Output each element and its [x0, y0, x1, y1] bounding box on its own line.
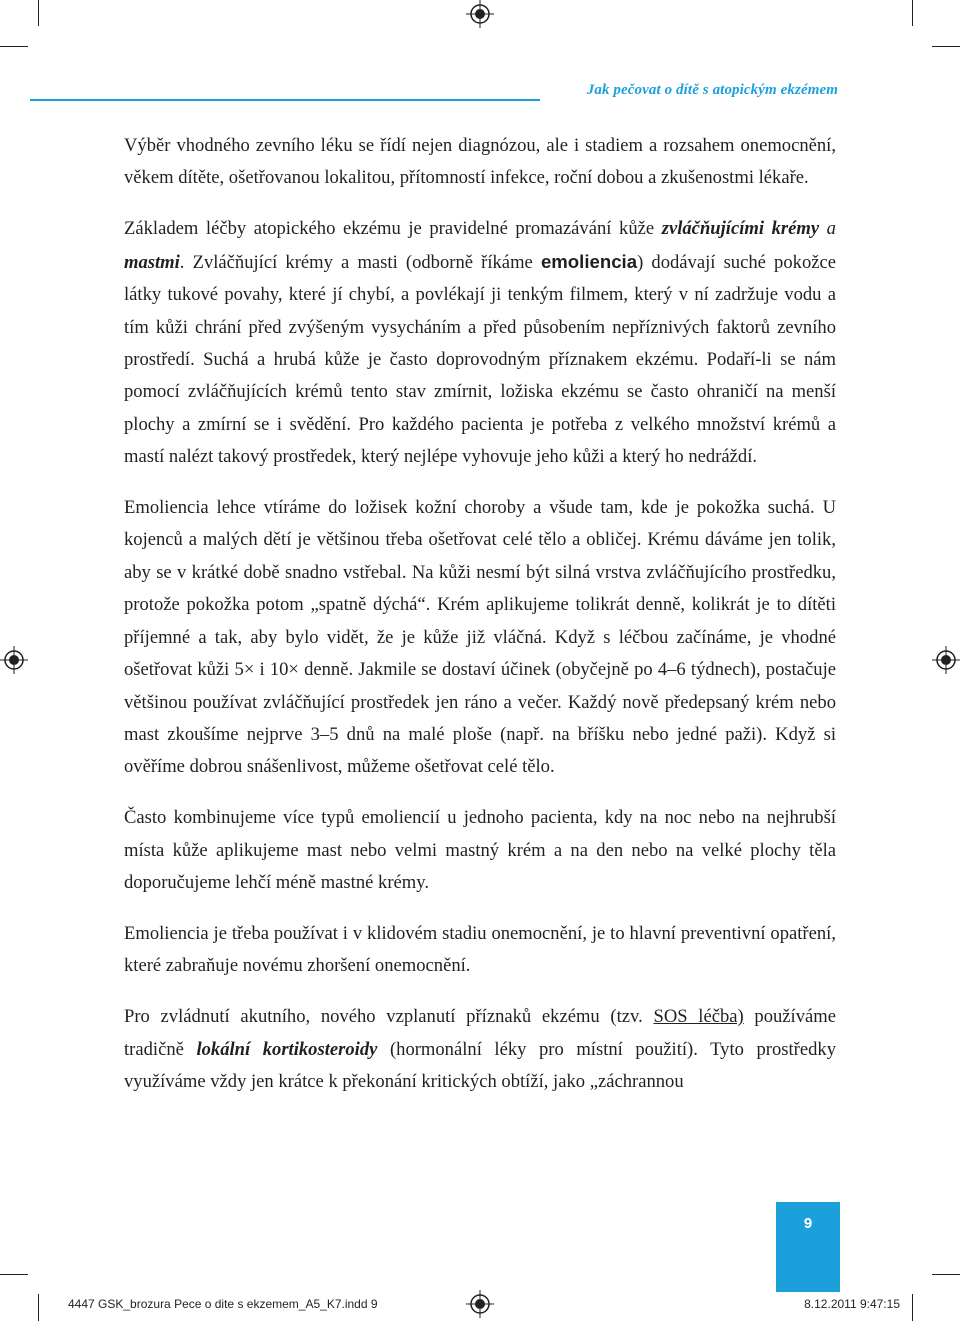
page-number-tab: [776, 1202, 840, 1292]
slug-date: 8.12.2011 9:47:15: [804, 1297, 900, 1311]
bold-term: emoliencia: [540, 250, 638, 272]
paragraph: Emoliencia lehce vtíráme do ložisek kožní choroby a všude tam, kde je pokožka suchá. U kojenců a malých dětí je většinou třeba ošetřovat celé tělo a obličej. Krému dáváme jen tolik, aby se v krátké době snadno vstřebal. Na kůži nesmí být silná vrstva zvláčňujícího prostředku, protože pokožka potom „spatně dýchá“. Krém aplikujeme tolikrát denně, kolikrát je to dítěti příjemné a tak, aby bylo vidět, že je kůže již vláčná. Když s léčbou začínáme, je vhodné ošetřovat kůži 5× i 10× denně. Jakmile se dostaví účinek (obyčejně po 4–6 týdnech), postačuje většinou používat zvláčňující prostředek jen ráno a večer. Každý nově předepsaný krém nebo mast zkoušíme nejprve 3–5 dnů na malé ploše (např. na bříšku nebo jedné paži). Když si ověříme dobrou snášenlivost, můžeme ošetřovat celé tělo.: [124, 497, 836, 778]
crop-mark: [0, 46, 28, 47]
registration-mark-icon: [932, 646, 960, 674]
running-header-title: Jak pečovat o dítě s atopickým ekzémem: [586, 82, 838, 98]
paragraph: [124, 213, 836, 473]
text-run: a: [819, 218, 836, 240]
crop-mark: [0, 1274, 28, 1275]
text-run: Pro zvládnutí akutního, nového vzplanutí příznaků ekzému (tzv.: [124, 1006, 654, 1028]
paragraph: [124, 1001, 836, 1098]
slug-filename: 4447 GSK_brozura Pece o dite s ekzemem_A5_K7.indd 9: [68, 1297, 378, 1311]
text-run: (hormonální léky pro místní použití). Tyto prostředky využíváme vždy jen krátce k překonání kritických obtíží, jako „záchrannou: [124, 1038, 836, 1093]
crop-mark: [932, 46, 960, 47]
emphasis: zvláčňujícími krémy: [661, 218, 820, 240]
crop-mark: [912, 1294, 913, 1321]
paragraph: Emoliencia je třeba používat i v klidovém stadiu onemocnění, je to hlavní preventivní opatření, které zabraňuje novému zhoršení onemocnění.: [124, 922, 836, 977]
paragraph: Často kombinujeme více typů emoliencií u jednoho pacienta, kdy na noc nebo na nejhrubší místa kůže aplikujeme mast nebo velmi mastný krém a na den nebo na velké plochy těla doporučujeme lehčí méně mastné krémy.: [124, 807, 836, 894]
crop-mark: [38, 1294, 39, 1321]
crop-mark: [932, 1274, 960, 1275]
registration-mark-icon: [0, 646, 28, 674]
emphasis: lokální kortikosteroidy: [196, 1038, 378, 1060]
emphasis: mastmi: [124, 251, 180, 273]
paragraph: Výběr vhodného zevního léku se řídí nejen diagnózou, ale i stadiem a rozsahem onemocnění, věkem dítěte, ošetřovanou lokalitou, přítomností infekce, roční dobou a zkušenostmi lékaře.: [124, 135, 836, 189]
text-run: Základem léčby atopického ekzému je pravidelné promazávání kůže: [124, 218, 662, 240]
body-text: [124, 130, 836, 1117]
sos-link[interactable]: SOS léčba): [653, 1006, 744, 1028]
crop-mark: [38, 0, 39, 26]
header-rule: [30, 99, 540, 101]
text-run: . Zvláčňující krémy a masti (odborně říkáme: [179, 251, 541, 273]
registration-mark-icon: [466, 1290, 494, 1318]
text-run: používáme tradičně: [124, 1006, 836, 1060]
page-number: 9: [803, 1215, 813, 1232]
text-run: ) dodávají suché pokožce látky tukové povahy, které jí chybí, a povlékají ji tenkým filmem, který v ní zadržuje vodu a tím kůži chrání před zvýšeným vysycháním a před působením nepříznivých faktorů zevního prostředí. Suchá a hrubá kůže je často doprovodným příznakem ekzému. Podaří-li se nám pomocí zvláčňujících krémů tento stav zmírnit, ložiska ekzému se často ohraničí na menší plochy a zmírní se i svědění. Pro každého pacienta je potřeba z velkého množství krémů a mastí nalézt takový prostředek, který nejlépe vyhovuje jeho kůži a který ho nedráždí.: [124, 251, 837, 468]
registration-mark-icon: [466, 0, 494, 28]
crop-mark: [912, 0, 913, 26]
